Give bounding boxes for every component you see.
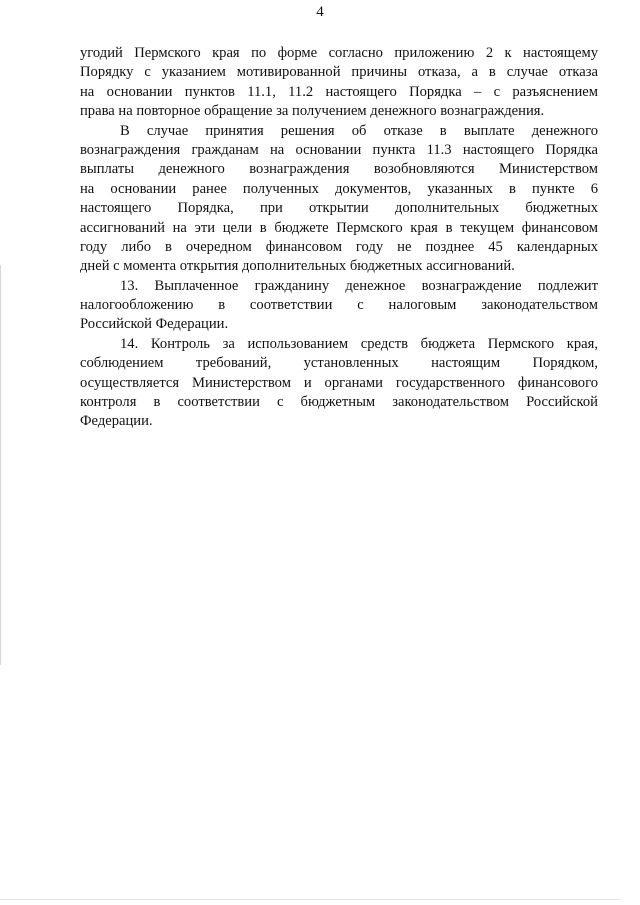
paragraph-item-13 — [80, 277, 598, 335]
scan-bottom-line — [0, 899, 620, 900]
text-line: на основании пунктов 11.1, 11.2 настоящего Порядка – с разъяснением — [80, 83, 598, 100]
text-line: вознаграждения гражданам на основании пункта 11.3 настоящего Порядка — [80, 141, 598, 158]
text-line: году либо в очередном финансовом году не позднее 45 календарных — [80, 238, 598, 255]
text-line: Федерации. — [80, 413, 153, 430]
scan-edge-line — [0, 265, 1, 665]
text-line: на основании ранее полученных документов, указанных в пункте 6 — [80, 180, 598, 197]
text-line: В случае принятия решения об отказе в выплате денежного — [120, 122, 598, 139]
text-line: ассигнований на эти цели в бюджете Пермского края в текущем финансовом — [80, 219, 598, 236]
text-line: права на повторное обращение за получением денежного вознаграждения. — [80, 103, 545, 120]
document-body — [80, 44, 598, 432]
text-line: контроля в соответствии с бюджетным законодательством Российской — [80, 394, 598, 411]
text-line: дней с момента открытия дополнительных бюджетных ассигнований. — [80, 258, 515, 275]
text-line: налогообложению в соответствии с налоговым законодательством — [80, 297, 598, 314]
text-line: выплаты денежного вознаграждения возобновляются Министерством — [80, 161, 598, 178]
paragraph-item-14 — [80, 335, 598, 432]
text-line: 13. Выплаченное гражданину денежное вознаграждение подлежит — [120, 277, 598, 294]
text-line: 14. Контроль за использованием средств бюджета Пермского края, — [120, 335, 598, 352]
text-line: Порядку с указанием мотивированной причины отказа, а в случае отказа — [80, 64, 598, 81]
text-line: соблюдением требований, установленных настоящим Порядком, — [80, 355, 598, 372]
text-line: настоящего Порядка, при открытии дополнительных бюджетных — [80, 200, 598, 217]
page-number: 4 — [316, 4, 324, 20]
text-line: осуществляется Министерством и органами государственного финансового — [80, 374, 598, 391]
paragraph-refusal — [80, 122, 598, 277]
paragraph-continuation — [80, 44, 598, 122]
text-line: угодий Пермского края по форме согласно приложению 2 к настоящему — [80, 45, 598, 61]
text-line: Российской Федерации. — [80, 316, 229, 333]
